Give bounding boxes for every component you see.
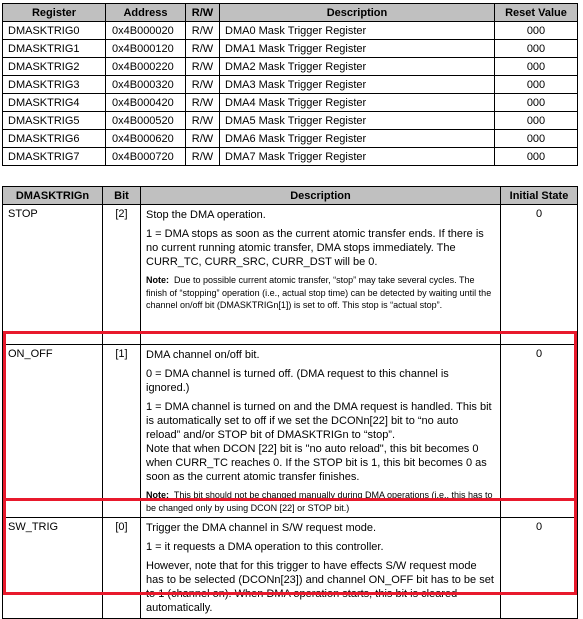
header-field-name: DMASKTRIGn — [3, 187, 103, 205]
field-initial-state: 0 — [501, 205, 578, 345]
register-name: DMASKTRIG4 — [3, 94, 106, 112]
register-address: 0x4B000020 — [106, 22, 186, 40]
description-line: DMA channel on/off bit. — [146, 349, 260, 361]
register-rw: R/W — [186, 148, 220, 166]
register-reset-value: 000 — [495, 94, 578, 112]
register-description: DMA6 Mask Trigger Register — [220, 130, 495, 148]
note-paragraph — [146, 489, 495, 514]
field-bit: [0] — [103, 518, 141, 619]
field-name: STOP — [3, 205, 103, 345]
header-description: Description — [141, 187, 501, 205]
register-reset-value: 000 — [495, 148, 578, 166]
field-name: ON_OFF — [3, 345, 103, 518]
register-address: 0x4B000120 — [106, 40, 186, 58]
header-description: Description — [220, 4, 495, 22]
register-table-header — [3, 4, 578, 22]
register-rw: R/W — [186, 112, 220, 130]
description-paragraph: However, note that for this trigger to have effects S/W request mode has to be selected (DCONn[23]) and channel ON_OFF bit has to be set to 1 (channel on). When DMA operation starts, this bit is cleared automatically. — [146, 560, 494, 614]
note-label: Note: — [146, 275, 169, 285]
register-reset-value: 000 — [495, 40, 578, 58]
description-paragraph: Note that when DCON [22] bit is "no auto reload", this bit becomes 0 when CURR_TC reaches 0. If the STOP bit is 1, this bit becomes 0 as soon as the current atomic transfer finishes. — [146, 443, 487, 483]
register-rw: R/W — [186, 58, 220, 76]
register-name: DMASKTRIG1 — [3, 40, 106, 58]
register-name: DMASKTRIG3 — [3, 76, 106, 94]
table-row — [3, 76, 578, 94]
field-name: SW_TRIG — [3, 518, 103, 619]
register-rw: R/W — [186, 130, 220, 148]
table-row — [3, 40, 578, 58]
register-description: DMA1 Mask Trigger Register — [220, 40, 495, 58]
register-description: DMA5 Mask Trigger Register — [220, 112, 495, 130]
register-reset-value: 000 — [495, 58, 578, 76]
note-paragraph — [146, 274, 495, 312]
header-register: Register — [3, 4, 106, 22]
register-reset-value: 000 — [495, 22, 578, 40]
description-paragraph: 1 = DMA stops as soon as the current atomic transfer ends. If there is no current running atomic transfer, DMA stops immediately. The CURR_TC, CURR_SRC, CURR_DST will be 0. — [146, 228, 484, 268]
header-bit: Bit — [103, 187, 141, 205]
description-paragraph: 0 = DMA channel is turned off. (DMA request to this channel is ignored.) — [146, 368, 449, 394]
table-row — [3, 58, 578, 76]
register-address: 0x4B000720 — [106, 148, 186, 166]
bit-row-stop — [3, 205, 578, 345]
bit-table-header — [3, 187, 578, 205]
header-address: Address — [106, 4, 186, 22]
table-row — [3, 94, 578, 112]
field-description — [141, 345, 501, 518]
register-description: DMA0 Mask Trigger Register — [220, 22, 495, 40]
description-paragraph: 1 = it requests a DMA operation to this controller. — [146, 541, 384, 553]
register-description: DMA7 Mask Trigger Register — [220, 148, 495, 166]
note-label: Note: — [146, 490, 169, 500]
bit-field-table — [2, 186, 578, 619]
table-row — [3, 22, 578, 40]
header-initial-state: Initial State — [501, 187, 578, 205]
register-rw: R/W — [186, 76, 220, 94]
note-text: This bit should not be changed manually during DMA operations (i.e., this has to be changed only by using DCON [22] or STOP bit.) — [146, 490, 493, 513]
register-reset-value: 000 — [495, 130, 578, 148]
register-name: DMASKTRIG0 — [3, 22, 106, 40]
field-description — [141, 205, 501, 345]
register-address: 0x4B000420 — [106, 94, 186, 112]
table-row — [3, 130, 578, 148]
field-bit: [2] — [103, 205, 141, 345]
register-address: 0x4B000320 — [106, 76, 186, 94]
register-name: DMASKTRIG5 — [3, 112, 106, 130]
register-reset-value: 000 — [495, 76, 578, 94]
register-rw: R/W — [186, 94, 220, 112]
register-description: DMA2 Mask Trigger Register — [220, 58, 495, 76]
description-paragraph: 1 = DMA channel is turned on and the DMA request is handled. This bit is automatically set to off if we set the DCONn[22] bit to “no auto reload” and/or STOP bit of DMASKTRIGn to “stop”. — [146, 401, 492, 441]
register-description: DMA4 Mask Trigger Register — [220, 94, 495, 112]
field-initial-state: 0 — [501, 345, 578, 518]
register-name: DMASKTRIG7 — [3, 148, 106, 166]
register-address: 0x4B000620 — [106, 130, 186, 148]
register-reset-value: 000 — [495, 112, 578, 130]
register-address: 0x4B000220 — [106, 58, 186, 76]
field-bit: [1] — [103, 345, 141, 518]
header-reset-value: Reset Value — [495, 4, 578, 22]
register-name: DMASKTRIG6 — [3, 130, 106, 148]
header-rw: R/W — [186, 4, 220, 22]
bit-row-on-off — [3, 345, 578, 518]
field-initial-state: 0 — [501, 518, 578, 619]
description-line: Trigger the DMA channel in S/W request mode. — [146, 522, 377, 534]
field-description — [141, 518, 501, 619]
register-rw: R/W — [186, 22, 220, 40]
note-text: Due to possible current atomic transfer, “stop” may take several cycles. The finish of “stopping” operation (i.e., actual stop time) can be detected by waiting until the channel on/off bit (DMASKTRIGn[1]) is set to off. This stop is “actual stop”. — [146, 275, 492, 310]
register-description: DMA3 Mask Trigger Register — [220, 76, 495, 94]
table-row — [3, 148, 578, 166]
bit-row-sw-trig — [3, 518, 578, 619]
register-rw: R/W — [186, 40, 220, 58]
description-line: Stop the DMA operation. — [146, 209, 266, 221]
register-name: DMASKTRIG2 — [3, 58, 106, 76]
table-row — [3, 112, 578, 130]
register-address: 0x4B000520 — [106, 112, 186, 130]
register-table — [2, 3, 578, 166]
